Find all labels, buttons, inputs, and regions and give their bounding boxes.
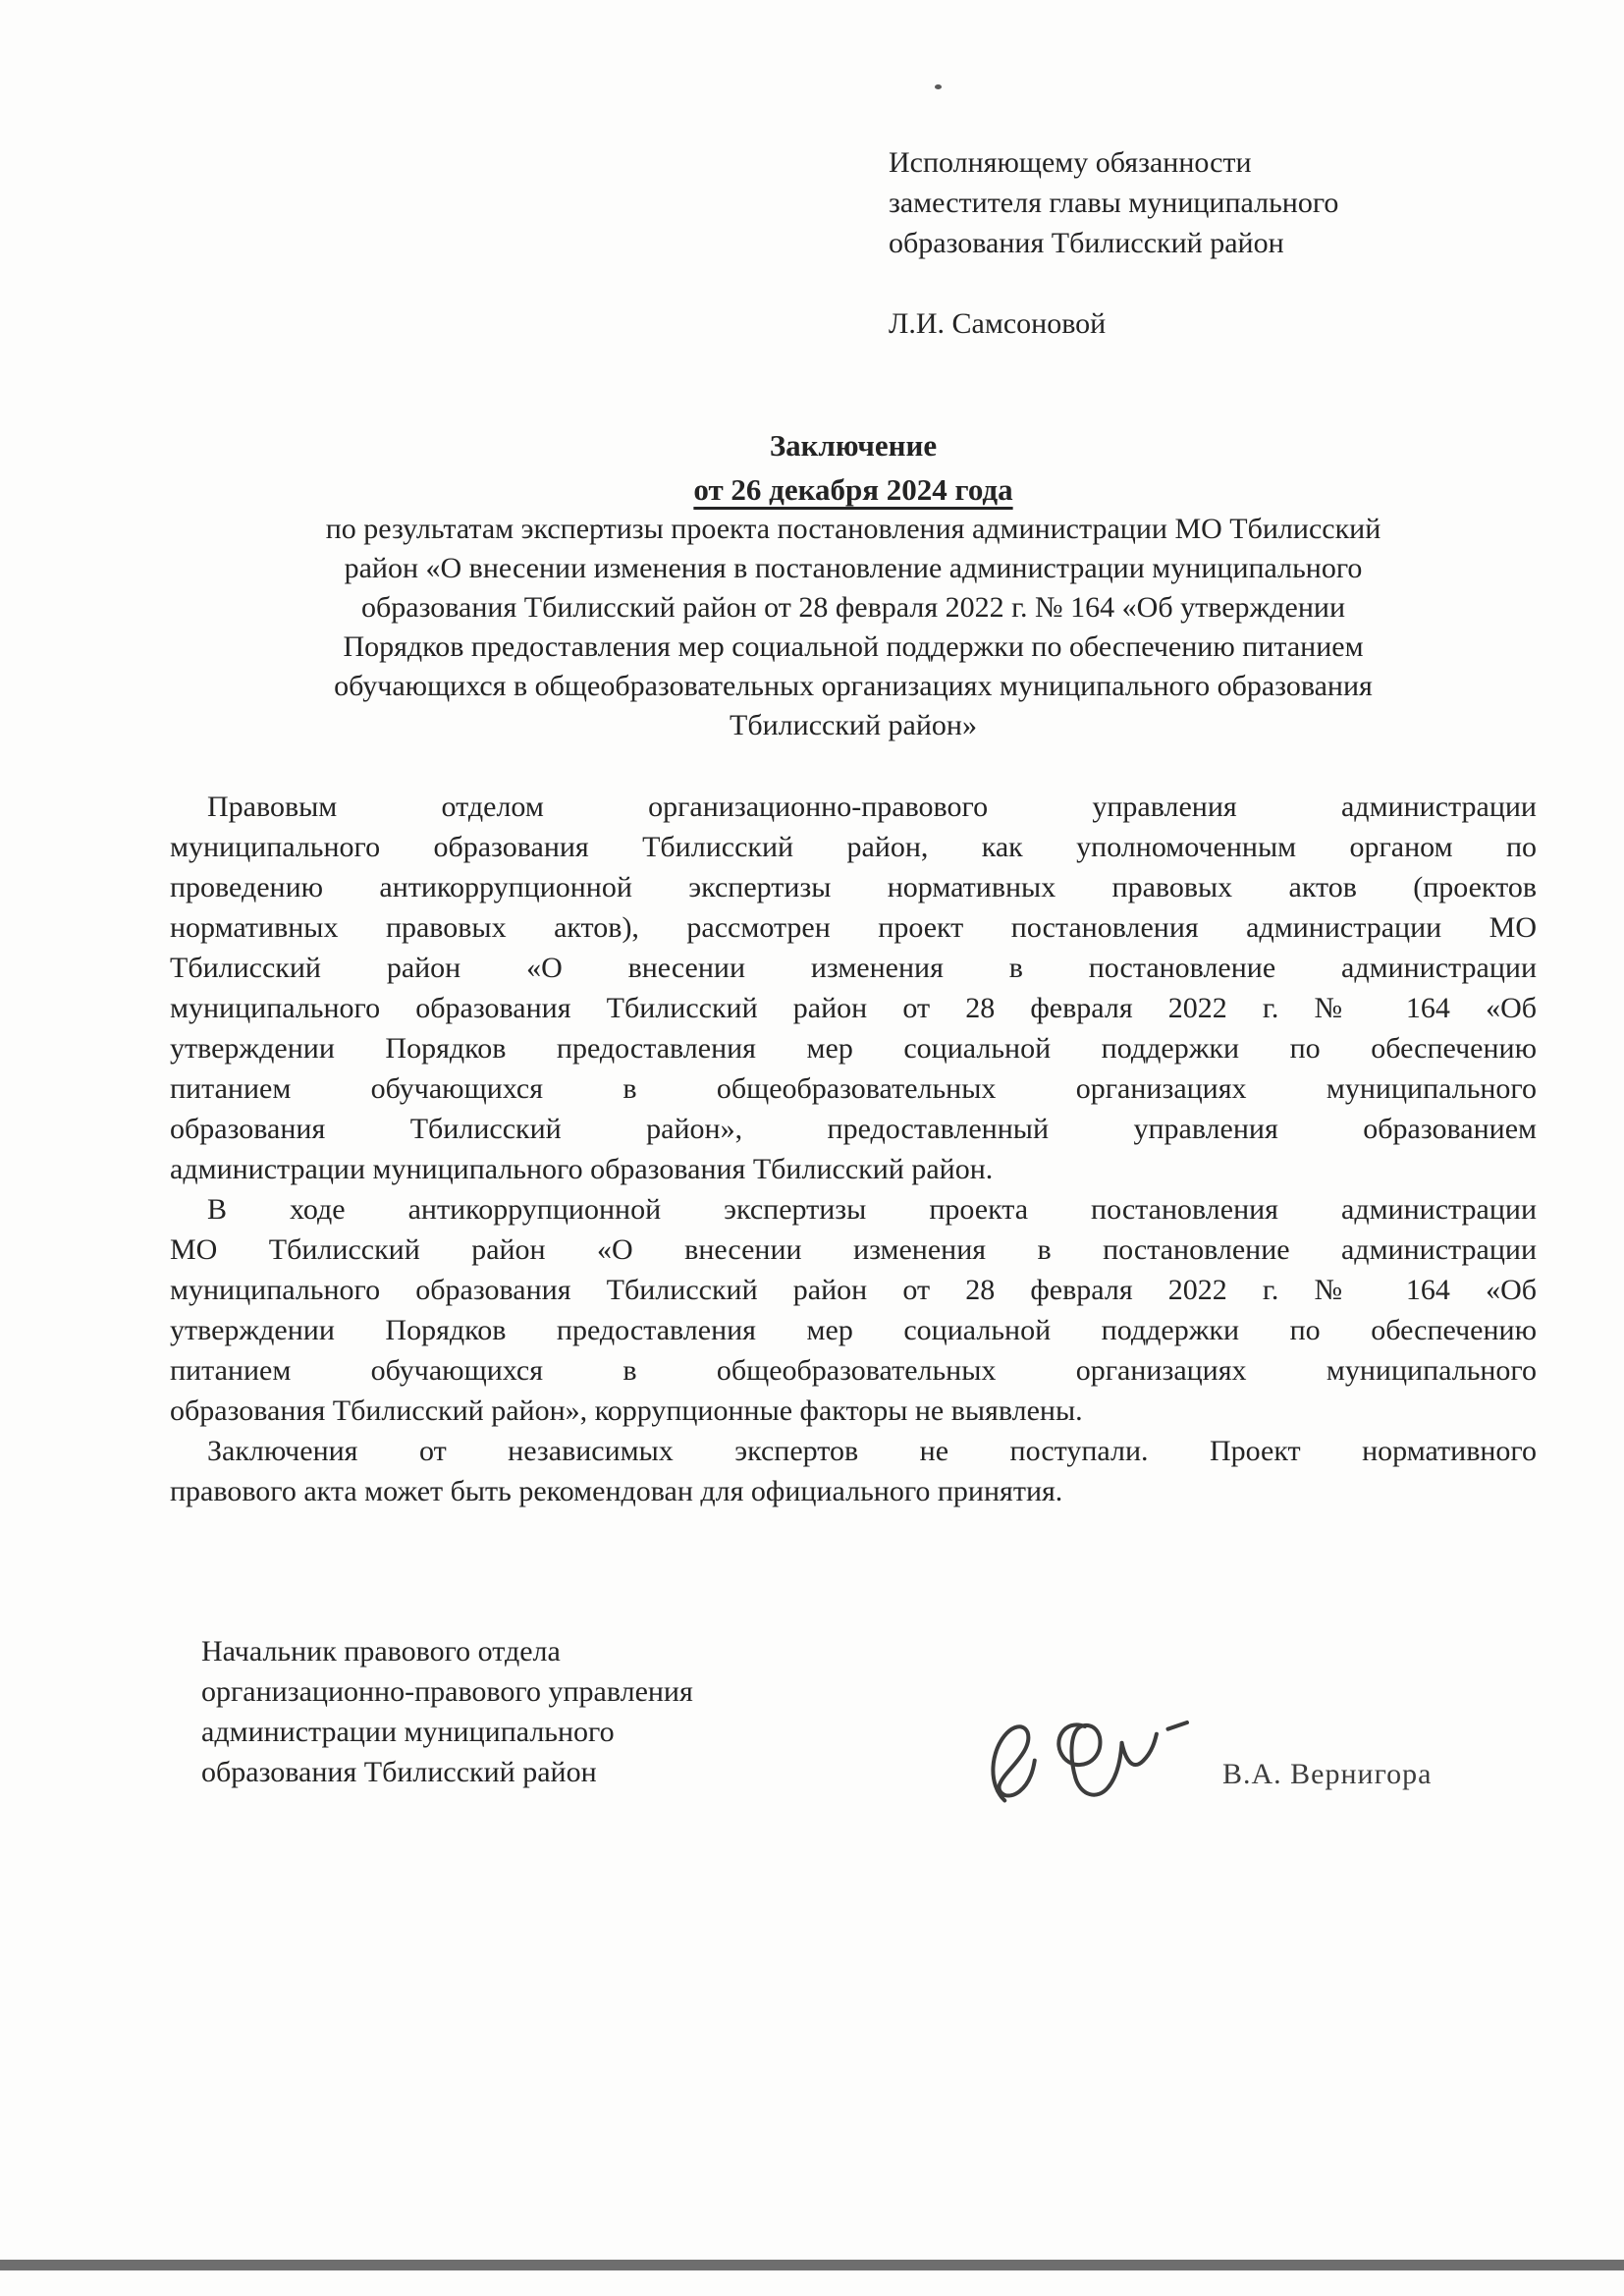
body-line: Заключения от независимых экспертов не поступали. Проект нормативного — [207, 1435, 1537, 1467]
addressee-line: Исполняющему обязанности — [889, 146, 1252, 179]
paragraph — [170, 787, 1537, 1189]
body-line: МО Тбилисский район «О внесении изменения в постановление администрации — [170, 1233, 1537, 1266]
body-line: утверждении Порядков предоставления мер социальной поддержки по обеспечению — [170, 1314, 1537, 1346]
title-date: от 26 декабря 2024 года — [693, 472, 1013, 507]
body-line: Тбилисский район «О внесении изменения в постановление администрации — [170, 952, 1537, 984]
body-line: администрации муниципального образования Тбилисский район. — [170, 1153, 994, 1185]
signatory-position-line: администрации муниципального — [201, 1716, 615, 1748]
body-line: Правовым отделом организационно-правового управления администрации — [207, 791, 1537, 823]
paragraph — [170, 1189, 1537, 1431]
scan-artifact-dot — [935, 84, 942, 89]
body-line: муниципального образования Тбилисский район от 28 февраля 2022 г. № 164 «Об — [170, 1274, 1537, 1306]
body-text — [170, 787, 1537, 1511]
body-line: проведению антикоррупционной экспертизы нормативных правовых актов (проектов — [170, 871, 1537, 903]
body-line: муниципального образования Тбилисский район от 28 февраля 2022 г. № 164 «Об — [170, 992, 1537, 1024]
signatory-position-line: образования Тбилисский район — [201, 1756, 597, 1788]
body-line: образования Тбилисский район», предоставленный управления образованием — [170, 1113, 1537, 1145]
body-line: утверждении Порядков предоставления мер социальной поддержки по обеспечению — [170, 1032, 1537, 1065]
title-heading: Заключение — [769, 428, 938, 463]
handwritten-signature — [967, 1689, 1251, 1831]
addressee-name: Л.И. Самсоновой — [889, 307, 1107, 340]
signatory-name: В.А. Вернигора — [1222, 1758, 1433, 1790]
scanner-edge-bar — [0, 2260, 1624, 2270]
signatory-position-block — [201, 1631, 810, 1792]
body-line: правового акта может быть рекомендован для официального принятия. — [170, 1475, 1063, 1507]
signatory-position-line: организационно-правового управления — [201, 1675, 693, 1708]
subject-line: образования Тбилисский район от 28 февраля 2022 г. № 164 «Об утверждении — [361, 591, 1345, 624]
subject-line: район «О внесении изменения в постановление администрации муниципального — [344, 552, 1363, 584]
paragraph — [170, 1431, 1537, 1511]
addressee-block — [889, 142, 1438, 344]
subject-line: Тбилисский район» — [730, 709, 977, 741]
addressee-line: заместителя главы муниципального — [889, 187, 1339, 219]
subject-block — [170, 510, 1537, 745]
body-line: питанием обучающихся в общеобразовательных организациях муниципального — [170, 1354, 1537, 1387]
document-title — [170, 423, 1537, 512]
body-line: нормативных правовых актов), рассмотрен проект постановления администрации МО — [170, 911, 1537, 944]
body-line: образования Тбилисский район», коррупционные факторы не выявлены. — [170, 1394, 1083, 1427]
signatory-position-line: Начальник правового отдела — [201, 1635, 561, 1667]
addressee-line: образования Тбилисский район — [889, 227, 1284, 259]
body-line: питанием обучающихся в общеобразовательных организациях муниципального — [170, 1072, 1537, 1105]
subject-line: Порядков предоставления мер социальной поддержки по обеспечению питанием — [343, 630, 1364, 663]
body-line: муниципального образования Тбилисский район, как уполномоченным органом по — [170, 831, 1537, 863]
subject-line: по результатам экспертизы проекта постановления администрации МО Тбилисский — [325, 513, 1381, 545]
body-line: В ходе антикоррупционной экспертизы проекта постановления администрации — [207, 1193, 1537, 1226]
subject-line: обучающихся в общеобразовательных организациях муниципального образования — [334, 670, 1373, 702]
